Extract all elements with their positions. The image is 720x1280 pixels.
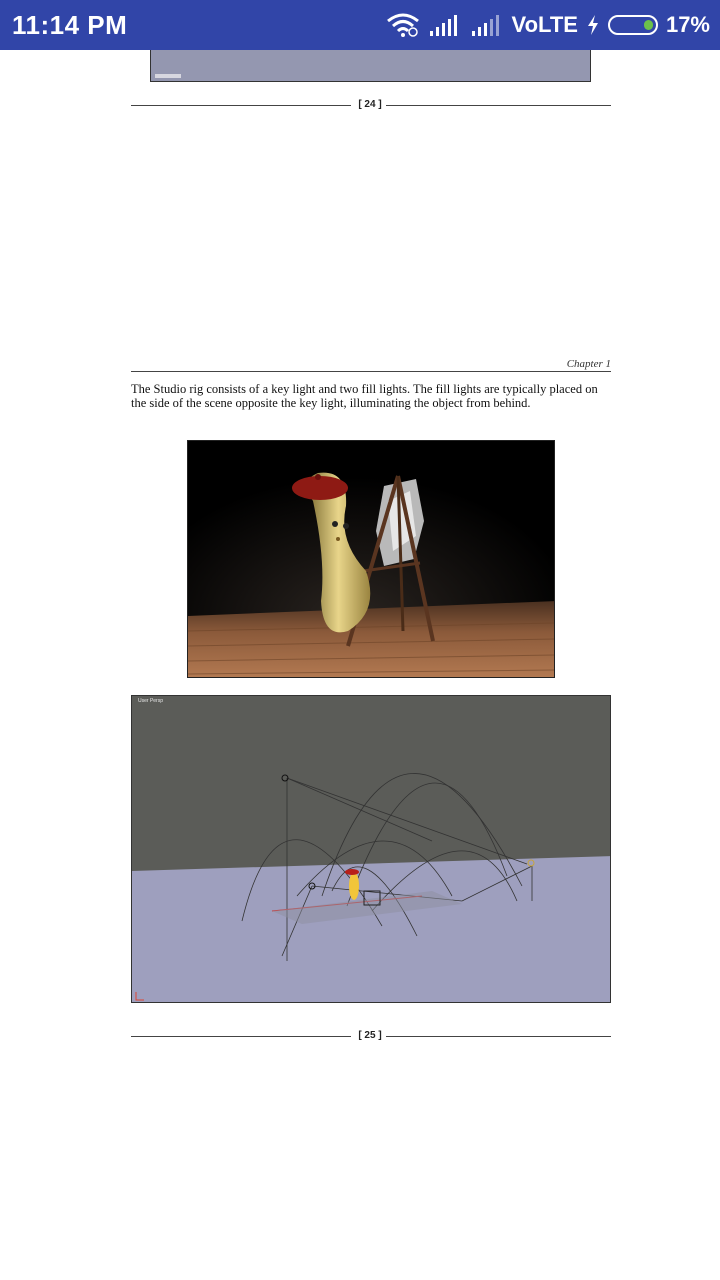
divider [386, 1036, 611, 1037]
signal-icon [470, 13, 504, 37]
axis-marker [155, 74, 181, 78]
battery-icon [608, 15, 658, 35]
chapter-label: Chapter 1 [566, 358, 611, 370]
status-icons [386, 10, 710, 40]
battery-percent: 17% [665, 12, 710, 37]
battery-level [644, 20, 653, 30]
status-bar [0, 0, 720, 50]
network-type: VoLTE [511, 12, 578, 37]
body-paragraph: The Studio rig consists of a key light and two fill lights. The fill lights are typically placed on the side of the scene opposite the key light, illuminating the object from behind. [131, 382, 598, 410]
page-footer [131, 1030, 611, 1042]
divider [131, 105, 351, 106]
previous-page-number: [ 24 ] [358, 99, 382, 110]
chapter-divider [131, 371, 611, 372]
clock: 11:14 PM [12, 10, 128, 40]
divider [386, 105, 611, 106]
wifi-icon [386, 13, 420, 37]
previous-page-figure [150, 50, 591, 82]
render-image [187, 440, 555, 678]
document-page[interactable] [0, 50, 720, 1280]
signal-icon [428, 13, 462, 37]
charging-icon [586, 14, 600, 36]
previous-page-footer [131, 99, 611, 111]
viewport-image [131, 695, 611, 1003]
divider [131, 1036, 351, 1037]
viewport-label: User Persp [138, 698, 164, 704]
page-number: [ 25 ] [358, 1030, 382, 1041]
